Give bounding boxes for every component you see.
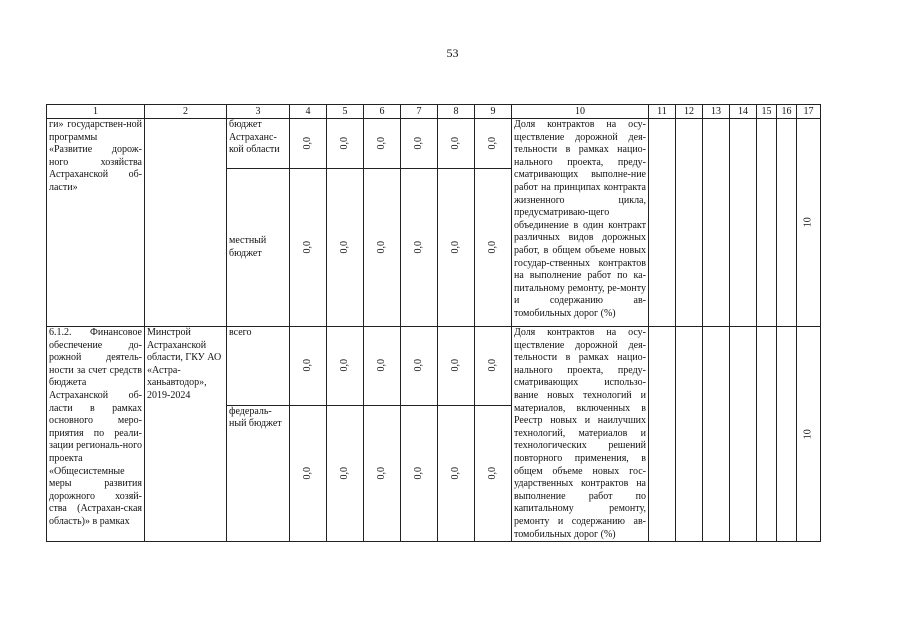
target-value: 10: [797, 119, 821, 327]
value-cell: 0,0: [475, 405, 512, 542]
header-cell: 4: [290, 105, 327, 119]
header-cell: 8: [438, 105, 475, 119]
empty-cell: [777, 119, 797, 327]
value-cell: 0,0: [438, 169, 475, 327]
value-cell: 0,0: [475, 169, 512, 327]
program-table: [46, 104, 821, 542]
empty-cell: [676, 327, 703, 542]
funding-source: всего: [227, 327, 290, 406]
empty-cell: [649, 119, 676, 327]
empty-cell: [730, 119, 757, 327]
header-cell: 14: [730, 105, 757, 119]
empty-cell: [757, 327, 777, 542]
table-row: [47, 119, 821, 169]
empty-cell: [649, 327, 676, 542]
value-cell: 0,0: [364, 169, 401, 327]
header-cell: 1: [47, 105, 145, 119]
value-cell: 0,0: [438, 119, 475, 169]
header-cell: 3: [227, 105, 290, 119]
table-row: [47, 327, 821, 406]
value-cell: 0,0: [475, 327, 512, 406]
value-cell: 0,0: [401, 405, 438, 542]
value-cell: 0,0: [290, 119, 327, 169]
header-cell: 2: [145, 105, 227, 119]
value-cell: 0,0: [290, 169, 327, 327]
value-cell: 0,0: [438, 327, 475, 406]
indicator-text: Доля контрактов на осу-ществление дорожной дея-тельности в рамках нацио-нального проекта, преду-сматривающих выполне-ние работ на принципах контракта жизненного цикла, предусматриваю-щего объединение в один контракт различных видов дорожных работ, в общем объеме новых государ-ственных контрактов на выполнение работ по ка-питальному ремонту, ре-монту и содержанию ав-томобильных дорог (%): [512, 119, 649, 327]
page-number: 53: [446, 46, 459, 60]
header-cell: 11: [649, 105, 676, 119]
value-cell: 0,0: [327, 169, 364, 327]
header-cell: 9: [475, 105, 512, 119]
value-cell: 0,0: [401, 119, 438, 169]
value-cell: 0,0: [327, 119, 364, 169]
funding-source: местный бюджет: [227, 169, 290, 327]
header-cell: 6: [364, 105, 401, 119]
value-cell: 0,0: [364, 327, 401, 406]
value-cell: 0,0: [401, 327, 438, 406]
executor-cell: [145, 119, 227, 327]
header-cell: 15: [757, 105, 777, 119]
header-cell: 5: [327, 105, 364, 119]
empty-cell: [676, 119, 703, 327]
header-cell: 13: [703, 105, 730, 119]
header-cell: 12: [676, 105, 703, 119]
empty-cell: [757, 119, 777, 327]
value-cell: 0,0: [438, 405, 475, 542]
indicator-text: Доля контрактов на осу-ществление дорожной дея-тельности в рамках нацио-нального проекта, преду-сматривающих использо-вание новых технологий и материалов, включенных в Реестр новых и наилучших технологий, материалов и технологических решений повторного применения, в общем объеме новых гос-ударственных контрактов на выполнение работ по капитальному ремонту, ремонту и содержанию ав-томобильных дорог (%): [512, 327, 649, 542]
value-cell: 0,0: [327, 405, 364, 542]
value-cell: 0,0: [327, 327, 364, 406]
header-cell: 7: [401, 105, 438, 119]
target-value: 10: [797, 327, 821, 542]
empty-cell: [703, 327, 730, 542]
value-cell: 0,0: [290, 327, 327, 406]
value-cell: 0,0: [364, 405, 401, 542]
funding-source: бюджет Астраханс-кой области: [227, 119, 290, 169]
empty-cell: [703, 119, 730, 327]
header-cell: 17: [797, 105, 821, 119]
value-cell: 0,0: [290, 405, 327, 542]
event-description: 6.1.2. Финансовое обеспечение до-рожной деятель-ности за счет средств бюджета Астраханской об-ласти в рамках основного меро-приятия по реали-зации региональ-ного проекта «Общесистемные меры развития дорожного хозяй-ства (Астрахан-ская область)» в рамках: [47, 327, 145, 542]
funding-source: федераль-ный бюджет: [227, 405, 290, 542]
event-description: ги» государствен-ной программы «Развитие дорож-ного хозяйства Астраханской об-ласти»: [47, 119, 145, 327]
header-row: [47, 105, 821, 119]
empty-cell: [777, 327, 797, 542]
value-cell: 0,0: [401, 169, 438, 327]
value-cell: 0,0: [364, 119, 401, 169]
header-cell: 16: [777, 105, 797, 119]
empty-cell: [730, 327, 757, 542]
executor-cell: Минстрой Астраханской области, ГКУ АО «Астра-ханьавтодор», 2019-2024: [145, 327, 227, 542]
value-cell: 0,0: [475, 119, 512, 169]
header-cell: 10: [512, 105, 649, 119]
